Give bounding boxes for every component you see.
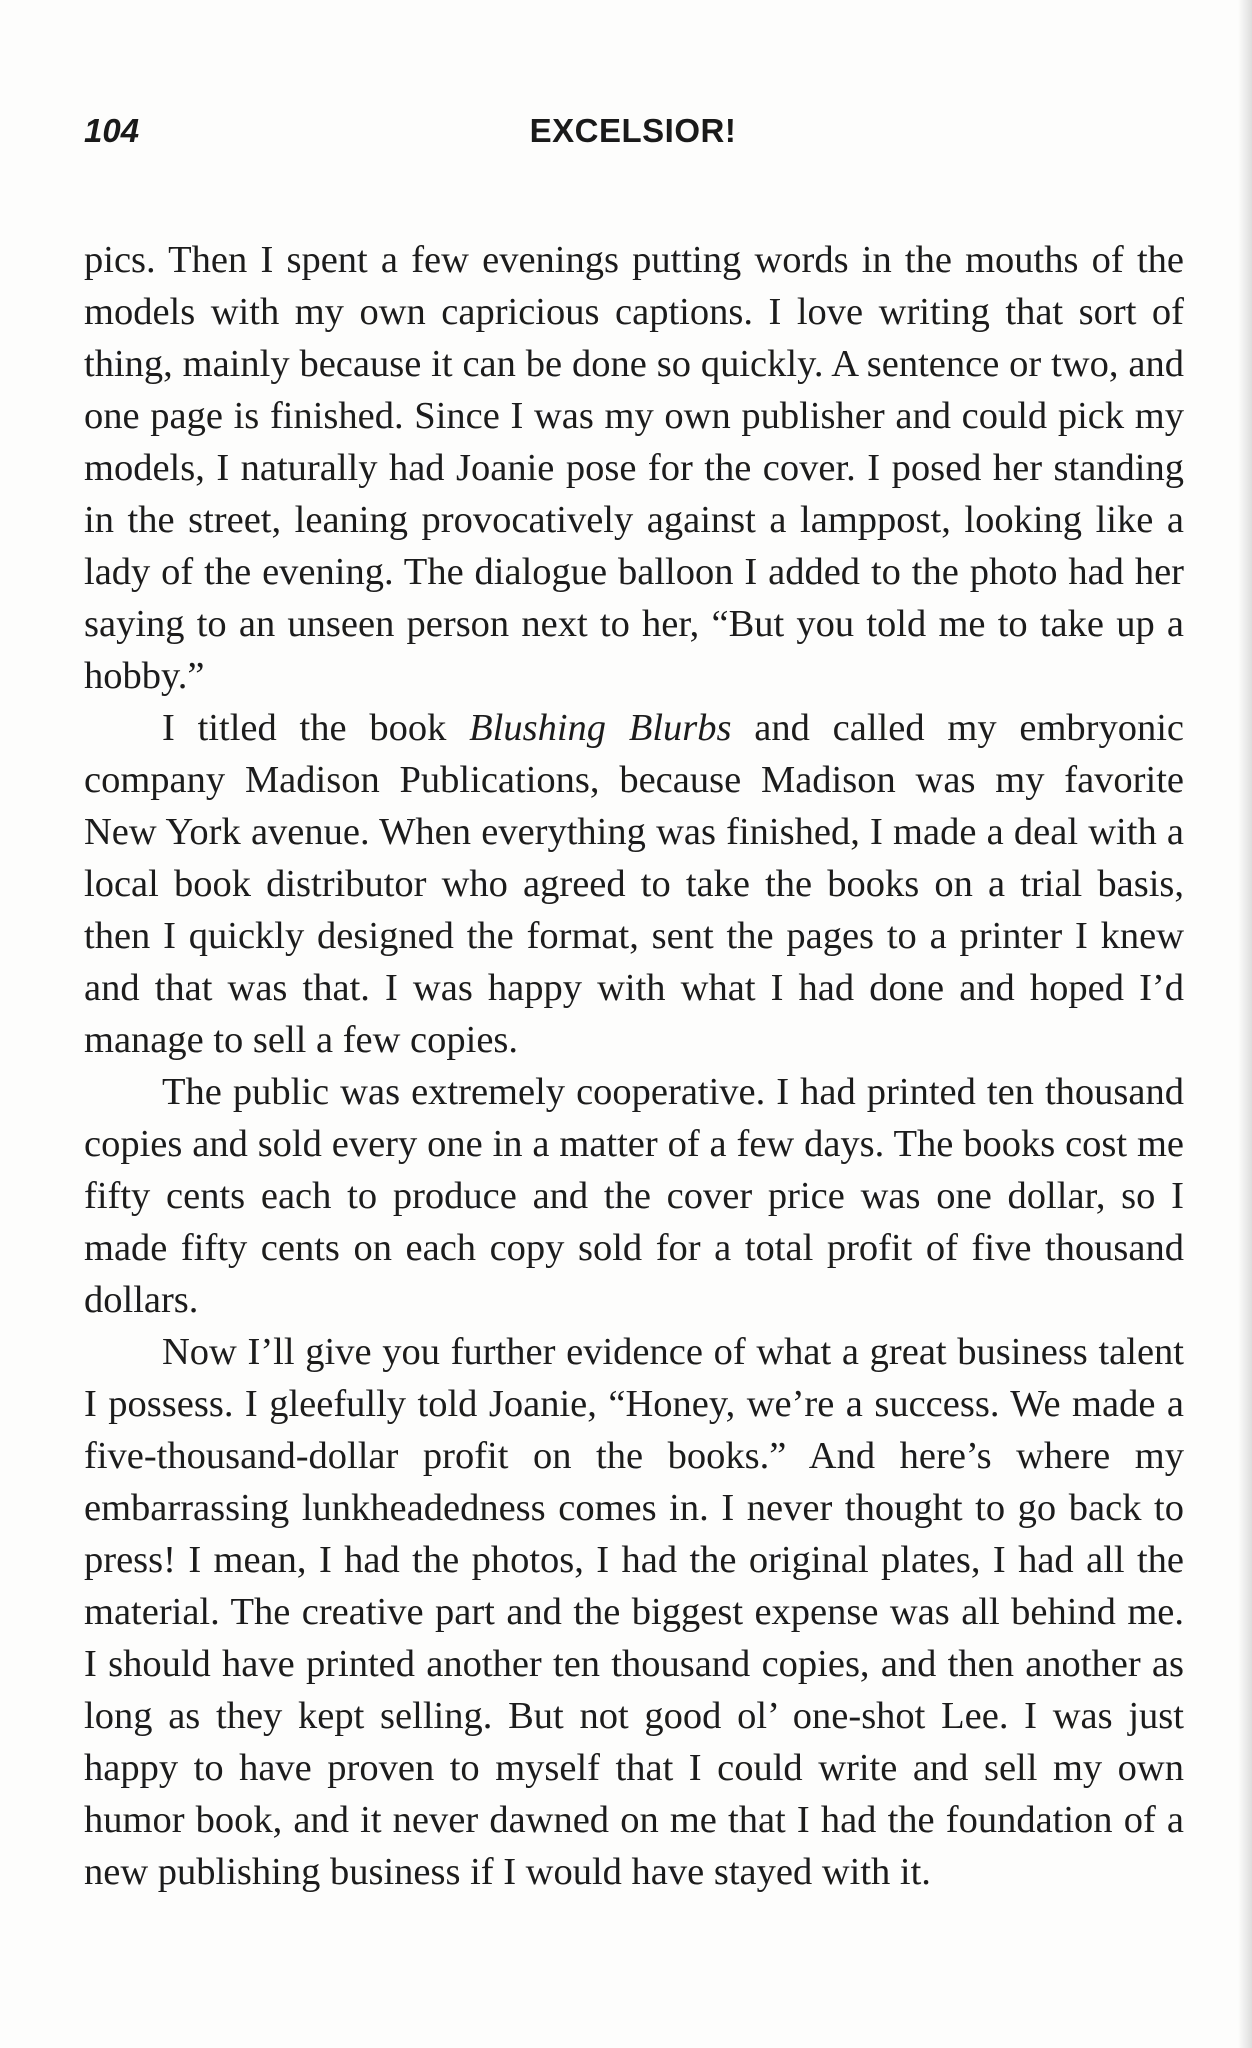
paragraph-2-start: I titled the book xyxy=(162,707,470,749)
paragraph-1: pics. Then I spent a few evenings putting words in the mouths of the models with my own capricious captions. I love writing that sort of thing, mainly because it can be done so quickly. A sentence or two, and one page is finished. Since I was my own publisher and could pick my models, I naturally had Joanie pose for the cover. I posed her standing in the street, leaning provocatively against a lamppost, looking like a lady of the evening. The dialogue balloon I added to the photo had her saying to an unseen person next to her, “But you told me to take up a hobby.” xyxy=(84,239,1184,697)
page-edge-shadow xyxy=(1238,0,1252,2048)
paragraph-4: Now I’ll give you further evidence of what a great business talent I possess. I gleefully told Joanie, “Honey, we’re a success. We made a five-thousand-dollar profit on the books.” And here’s where my embarrassing lunkheadedness comes in. I never thought to go back to press! I mean, I had the photos, I had the original plates, I had all the material. The creative part and the biggest expense was all behind me. I should have printed another ten thousand copies, and then another as long as they kept selling. But not good ol’ one-shot Lee. I was just happy to have proven to myself that I could write and sell my own humor book, and it never dawned on me that I had the foundation of a new publishing business if I would have stayed with it. xyxy=(84,1331,1184,1893)
book-title: EXCELSIOR! xyxy=(529,112,737,149)
paragraph-2-rest: and called my embryonic company Madison Publications, because Madison was my favorite New York avenue. When everything was finished, I made a deal with a local book distributor who agreed to take the books on a trial basis, then I quickly designed the format, sent the pages to a printer I knew and that was that. I was happy with what I had done and hoped I’d manage to sell a few copies. xyxy=(84,707,1185,1061)
running-head xyxy=(84,112,1182,172)
paragraph-3: The public was extremely cooperative. I had printed ten thousand copies and sold every one in a matter of a few days. The books cost me fifty cents each to produce and the cover price was one dollar, so I made fifty cents on each copy sold for a total profit of five thousand dollars. xyxy=(84,1071,1184,1321)
body-text xyxy=(84,234,1184,1898)
paragraph-2 xyxy=(84,702,1184,1066)
book-title-italic: Blushing Blurbs xyxy=(469,707,732,749)
page-number: 104 xyxy=(84,112,140,149)
